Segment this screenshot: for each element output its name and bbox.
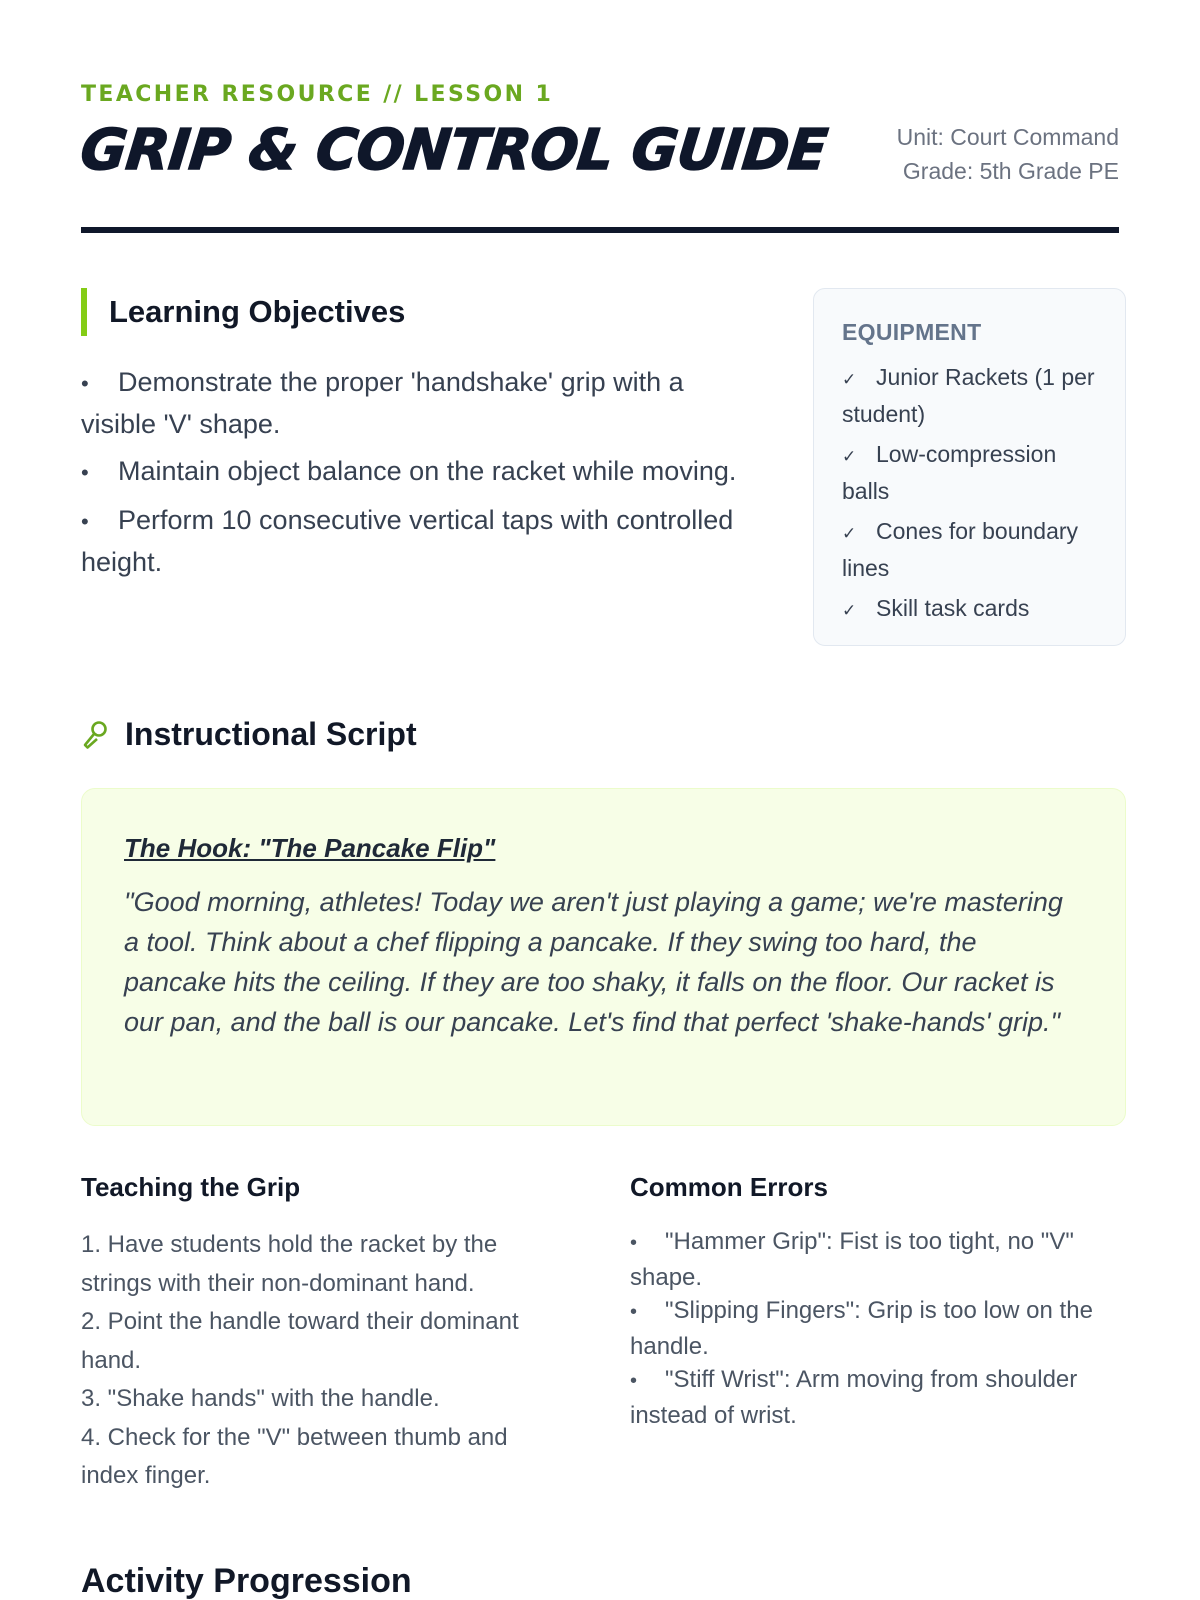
bullet-icon: • <box>81 460 89 485</box>
list-item: 1. Have students hold the racket by the strings with their non-dominant hand. <box>81 1231 498 1297</box>
list-item: ✓ Junior Rackets (1 per student) <box>842 364 1095 427</box>
objectives-heading: Learning Objectives <box>81 288 405 336</box>
bullet-icon: • <box>630 1370 638 1392</box>
hook-title: The Hook: "The Pancake Flip" <box>124 833 496 863</box>
list-item: • "Stiff Wrist": Arm moving from shoulder instead of wrist. <box>630 1366 1078 1429</box>
equipment-list <box>842 360 1101 628</box>
list-item: ✓ Skill task cards <box>842 591 1101 628</box>
check-icon: ✓ <box>842 524 857 543</box>
teaching-heading: Teaching the Grip <box>81 1172 301 1202</box>
bullet-icon: • <box>81 371 89 396</box>
bullet-icon: • <box>630 1301 638 1323</box>
check-icon: ✓ <box>842 601 857 620</box>
unit-label: Unit: Court Command <box>896 124 1119 150</box>
list-item: • Demonstrate the proper 'handshake' grip with a visible 'V' shape. <box>81 362 741 444</box>
errors-list <box>630 1225 1130 1432</box>
grade-label: Grade: 5th Grade PE <box>902 158 1119 184</box>
check-icon: ✓ <box>842 370 857 389</box>
activity-heading: Activity Progression <box>81 1562 412 1600</box>
hook-callout <box>81 788 1126 1126</box>
script-heading <box>81 716 417 753</box>
hook-quote: "Good morning, athletes! Today we aren't just playing a game; we're mastering a tool. Think about a chef flipping a pancake. If they swing too hard, the pancake hits the ceiling. If they are too shaky, it falls on the floor. Our racket is our pan, and the ball is our pancake. Let's find that perfect 'shake-hands' grip." <box>124 887 1063 1037</box>
list-item: • Maintain object balance on the racket while moving. <box>81 451 741 493</box>
teaching-steps <box>81 1226 561 1496</box>
objectives-list <box>81 362 741 589</box>
script-heading-label: Instructional Script <box>125 716 417 752</box>
resource-kicker: TEACHER RESOURCE // LESSON 1 <box>81 82 554 107</box>
list-item: • "Hammer Grip": Fist is too tight, no "V" shape. <box>630 1228 1074 1291</box>
list-item: • "Slipping Fingers": Grip is too low on the handle. <box>630 1297 1093 1360</box>
lesson-meta <box>897 120 1119 188</box>
equipment-card <box>813 288 1126 646</box>
list-item: ✓ Low-compression balls <box>842 441 1057 504</box>
list-item: ✓ Cones for boundary lines <box>842 518 1079 581</box>
check-icon: ✓ <box>842 447 857 466</box>
list-item: 2. Point the handle toward their dominant hand. <box>81 1308 519 1374</box>
header-divider <box>81 227 1119 233</box>
list-item: 4. Check for the "V" between thumb and index finger. <box>81 1423 508 1489</box>
bullet-icon: • <box>630 1232 638 1254</box>
list-item: • Perform 10 consecutive vertical taps with controlled height. <box>81 500 741 582</box>
list-item: 3. "Shake hands" with the handle. <box>81 1385 440 1412</box>
equipment-heading: EQUIPMENT <box>842 319 982 345</box>
bullet-icon: • <box>81 509 89 534</box>
errors-heading: Common Errors <box>630 1172 828 1202</box>
page-title: GRIP & CONTROL GUIDE <box>77 118 830 183</box>
microphone-icon <box>81 720 109 750</box>
